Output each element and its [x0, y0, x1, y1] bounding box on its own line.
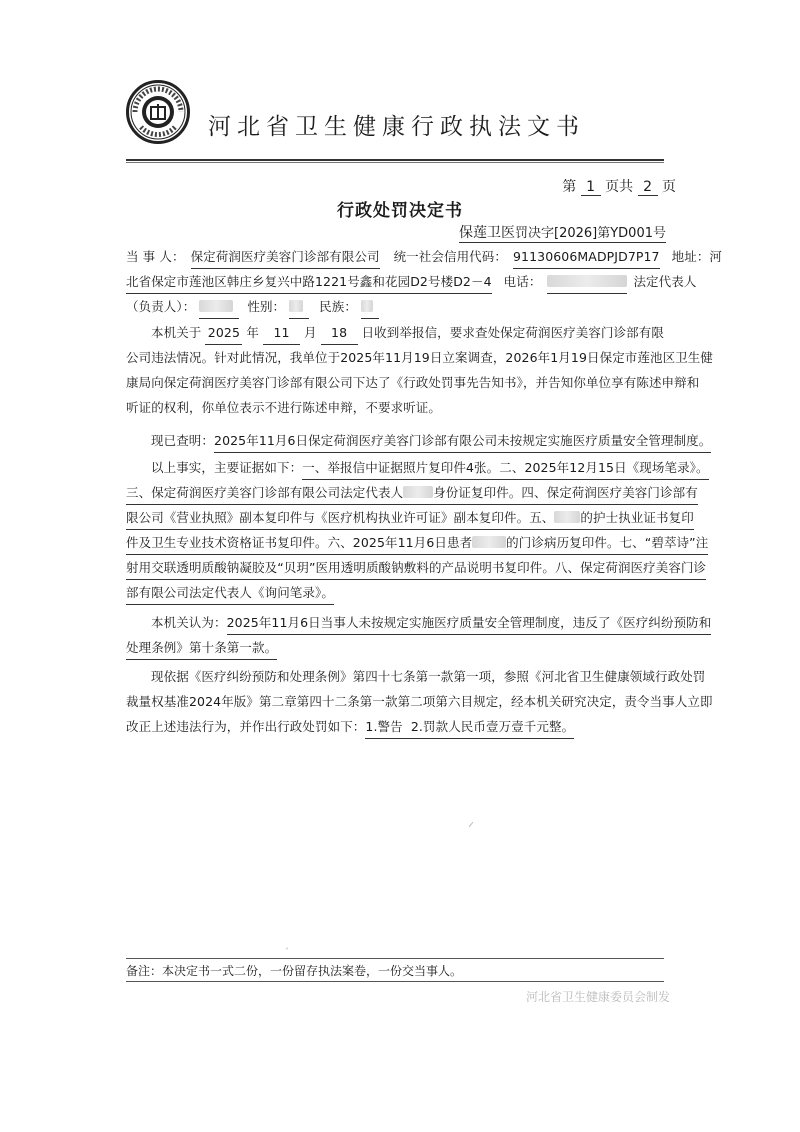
ethnicity-label: 民族： — [319, 299, 357, 314]
issuer-mark: 河北省卫生健康委员会制发 — [525, 990, 670, 1004]
paper-mark — [469, 822, 474, 827]
pager-prefix: 第 — [562, 179, 577, 195]
header-divider-thin — [126, 162, 664, 163]
year-unit: 年 — [246, 325, 259, 340]
footer-divider-bottom — [126, 981, 664, 982]
evidence-line5: 射用交联透明质酸钠凝胶及“贝玥”医用透明质酸钠敷料的产品说明书复印件。八、保定荷润医疗美容门诊 — [126, 555, 706, 580]
credit-code: 91130606MADPJD7P17 — [513, 244, 660, 269]
findings-label: 现已查明： — [151, 433, 215, 448]
paper-dot — [286, 947, 288, 949]
report-year: 2025 — [205, 320, 242, 345]
para1-line1-tail: 日收到举报信，要求查处保定荷润医疗美容门诊部有限 — [361, 325, 664, 340]
document-number-prefix: 保莲卫医 — [459, 225, 515, 241]
responsible-redacted — [199, 294, 239, 319]
findings-content: 2025年11月6日保定荷润医疗美容门诊部有限公司未按规定实施医疗质量安全管理制度。 — [214, 428, 711, 453]
pager-middle: 页共 — [605, 179, 634, 195]
para1-line3: 康局向保定荷润医疗美容门诊部有限公司下达了《行政处罚事先告知书》，并告知你单位享有陈述申辩和 — [126, 375, 700, 390]
party-name: 保定荷润医疗美容门诊部有限公司 — [191, 244, 380, 269]
party-label: 当 事 人： — [126, 249, 185, 264]
document-number-rest: 罚决字[2026]第YD001号 — [515, 226, 666, 241]
violation-line2: 处理条例》第十条第一款。 — [126, 635, 277, 660]
decision-line3-a: 改正上述违法行为，并作出行政处罚如下： — [126, 719, 366, 734]
evidence-line3-a: 限公司《营业执照》副本复印件与《医疗机构执业许可证》副本复印件。五、 — [126, 505, 554, 530]
decision-line2: 裁量权基准2024年版》第二章第四十二条第一款第二项第六目规定，经本机关研究决定，责令当事人立即 — [126, 694, 713, 709]
decision-line1: 现依据《医疗纠纷预防和处理条例》第四十七条第一款第一项，参照《河北省卫生健康领域行政处罚 — [151, 669, 706, 684]
penalty-content: 1.警告 2.罚款人民币壹万壹千元整。 — [365, 714, 574, 739]
legal-rep-redacted — [403, 480, 433, 505]
evidence-line3-b: 的护士执业证书复印 — [580, 505, 693, 530]
month-unit: 月 — [303, 325, 317, 340]
patient-name-redacted — [472, 530, 506, 555]
document-number — [459, 222, 666, 243]
responsible-label: （负责人）： — [126, 299, 196, 314]
nurse-name-redacted — [554, 505, 580, 530]
party-info — [126, 244, 723, 319]
address-value: 北省保定市莲池区韩庄乡复兴中路1221号鑫和花园D2号楼D2－4 — [126, 269, 492, 294]
paragraph-decision — [126, 664, 713, 739]
paragraph-case-source — [126, 320, 713, 420]
evidence-lead: 以上事实，主要证据如下： — [151, 460, 303, 475]
header-divider — [126, 159, 664, 161]
pager-suffix: 页 — [662, 179, 676, 195]
para1-line2: 公司违法情况。针对此情况，我单位于2025年11月19日立案调查，2026年1月19日保定市莲池区卫生健 — [126, 350, 713, 365]
gender-label: 性别： — [247, 299, 286, 314]
report-month: 11 — [263, 320, 300, 345]
paragraph-violation — [126, 610, 712, 660]
phone-redacted — [547, 269, 627, 294]
paragraph-evidence — [126, 455, 709, 605]
evidence-line4-b: 的门诊病历复印件。七、“碧萃诗”注 — [506, 530, 708, 555]
evidence-line1: 一、举报信中证据照片复印件4张。二、2025年12月15日《现场笔录》。 — [302, 455, 708, 480]
report-day: 18 — [321, 320, 358, 345]
page-counter — [562, 176, 676, 196]
gender-redacted — [289, 294, 309, 319]
address-label: 地址：河 — [671, 249, 723, 264]
pager-current: 1 — [581, 179, 601, 196]
evidence-line2-a: 三、保定荷润医疗美容门诊部有限公司法定代表人 — [126, 480, 403, 505]
pager-total: 2 — [638, 179, 658, 196]
health-supervision-emblem-icon — [126, 80, 190, 144]
evidence-line2-b: 身份证复印件。四、保定荷润医疗美容门诊部有 — [433, 480, 698, 505]
phone-label: 电话： — [503, 274, 542, 289]
header-title: 河北省卫生健康行政执法文书 — [208, 114, 585, 140]
para1-line4: 听证的权利，你单位表示不进行陈述申辩，不要求听证。 — [126, 400, 442, 415]
para1-lead: 本机关于 — [151, 325, 202, 340]
footer-note: 备注：本决定书一式二份，一份留存执法案卷，一份交当事人。 — [126, 964, 463, 978]
evidence-line6: 部有限公司法定代表人《询问笔录》。 — [126, 580, 334, 605]
legal-rep-label: 法定代表人 — [633, 274, 697, 289]
evidence-line4-a: 件及卫生专业技术资格证书复印件。六、2025年11月6日患者 — [126, 530, 472, 555]
paragraph-findings — [126, 428, 712, 453]
document-title: 行政处罚决定书 — [337, 201, 463, 221]
footer-divider-top — [126, 958, 664, 959]
credit-code-label: 统一社会信用代码： — [393, 249, 507, 264]
violation-line1: 2025年11月6日当事人未按规定实施医疗质量安全管理制度，违反了《医疗纠纷预防和 — [227, 610, 712, 635]
ethnicity-redacted — [361, 294, 379, 319]
violation-label: 本机关认为： — [151, 615, 227, 630]
